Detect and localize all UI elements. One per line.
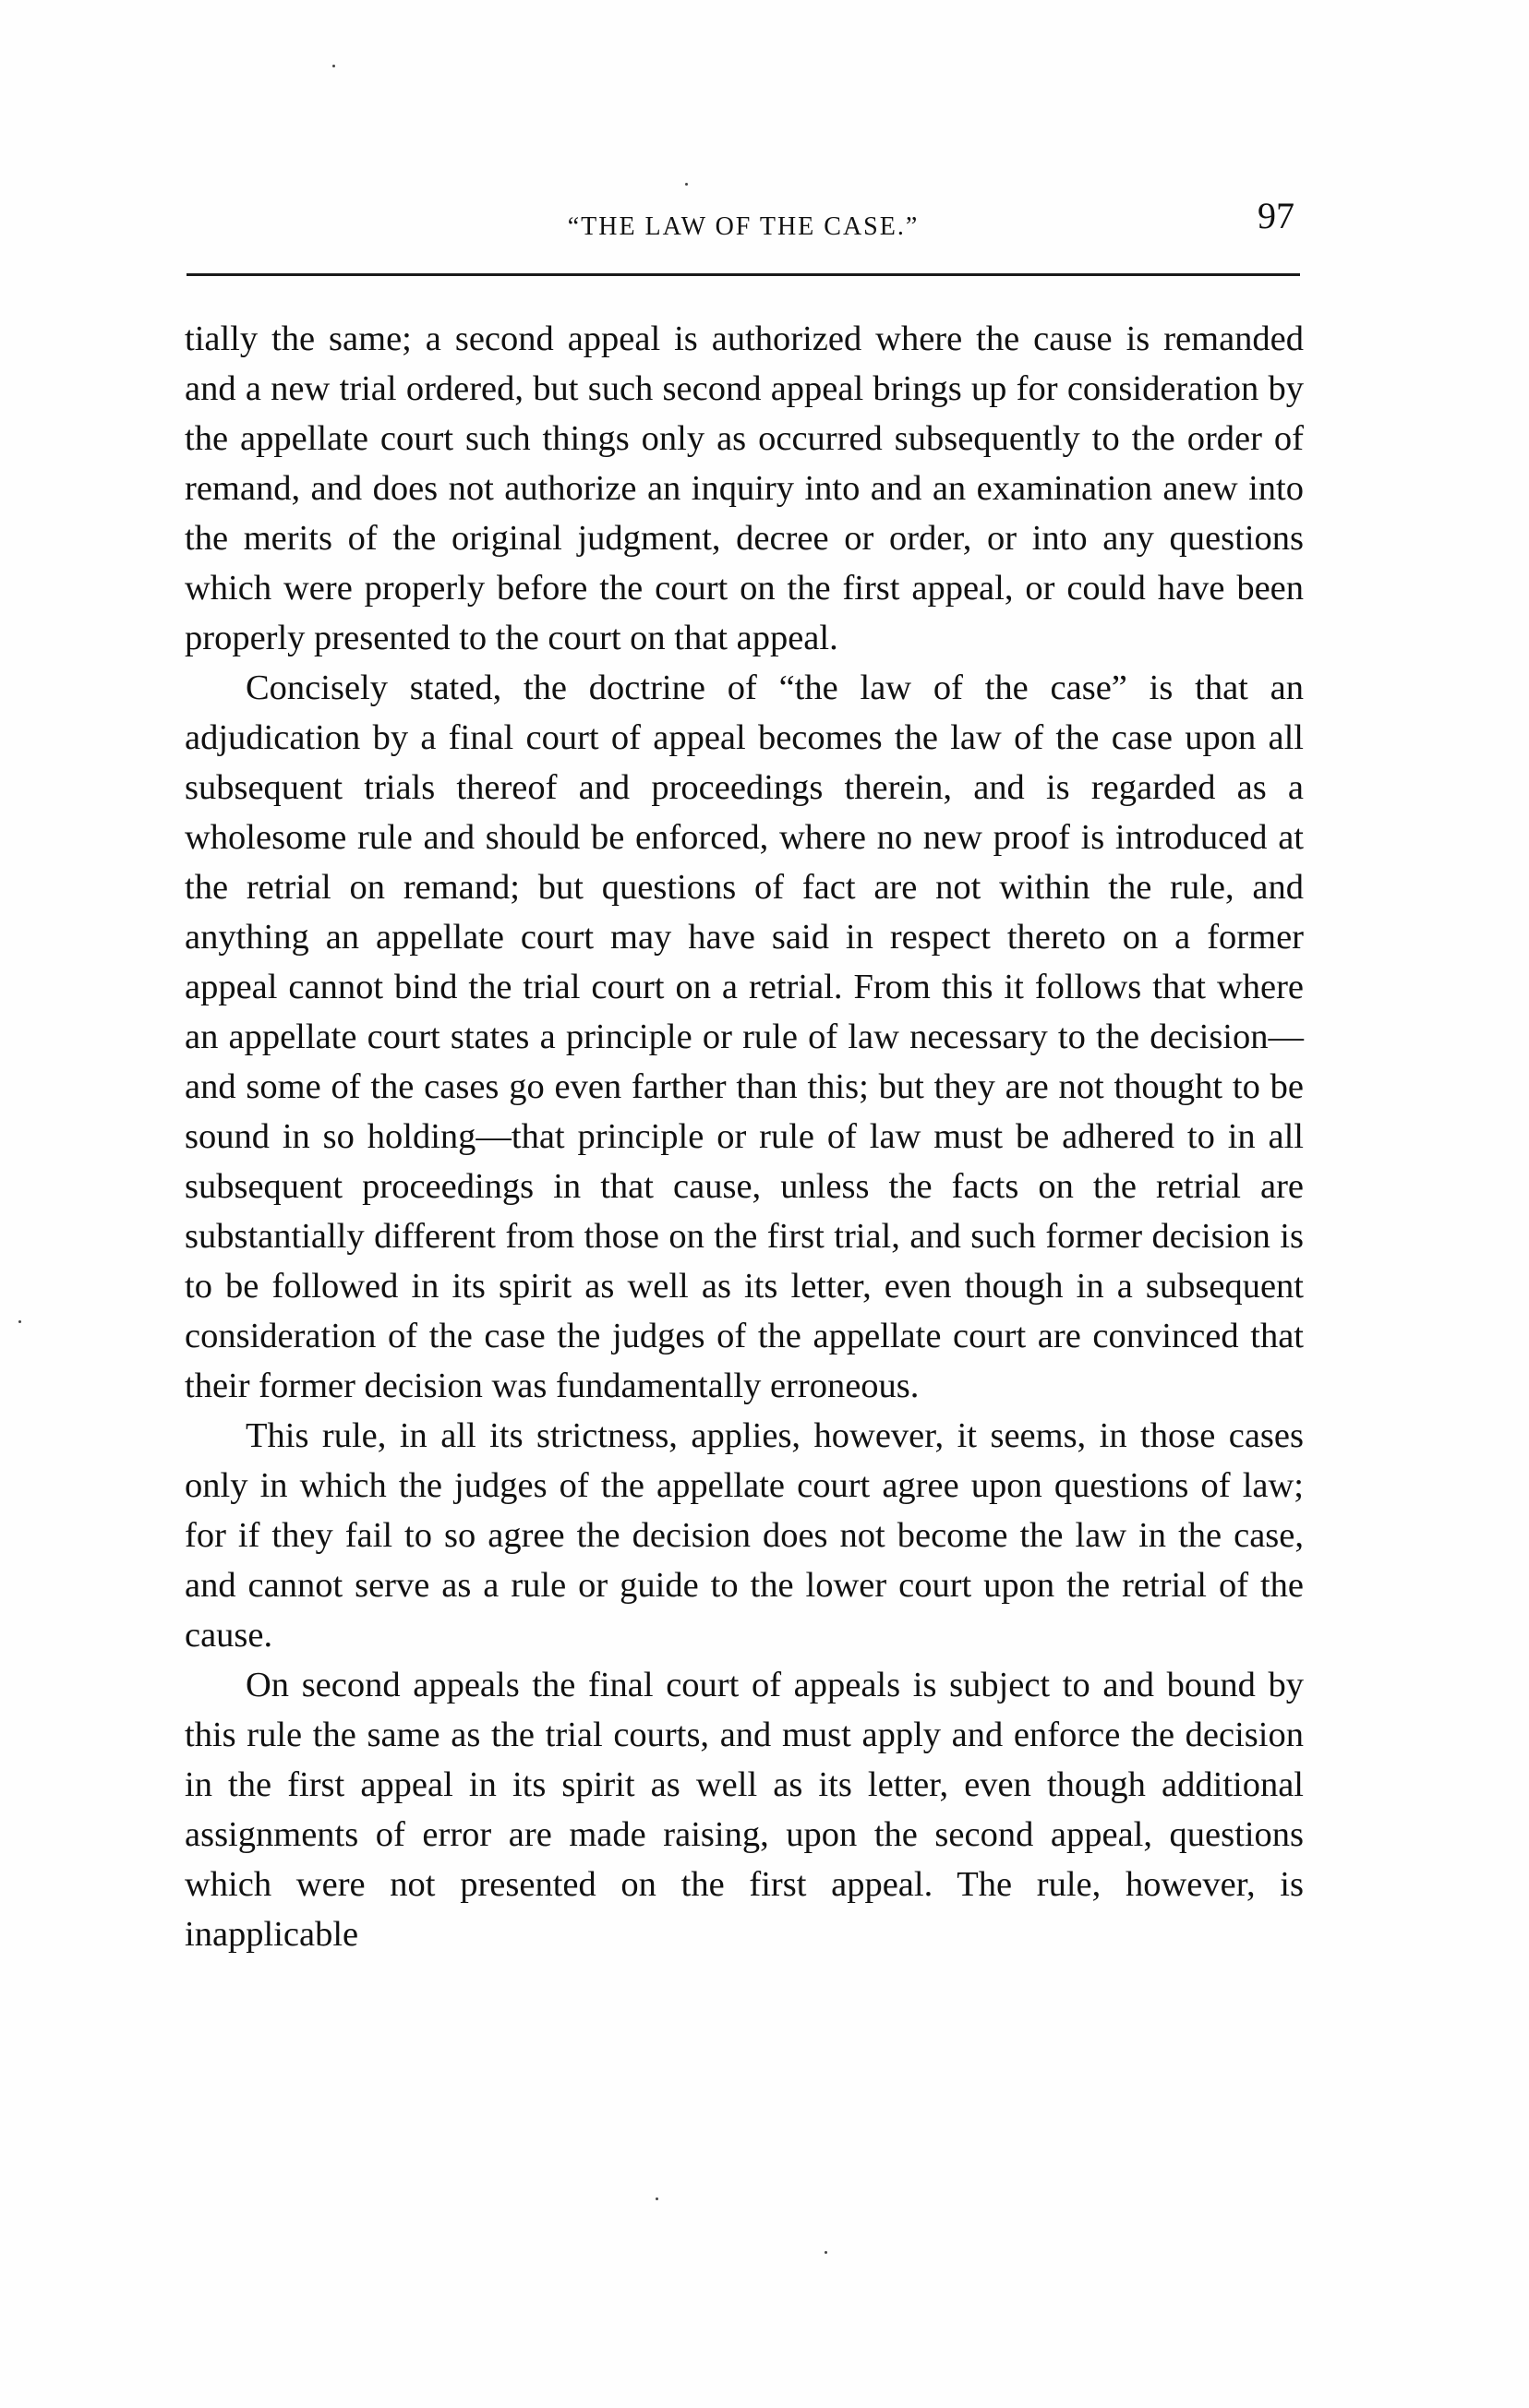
- paragraph: tially the same; a second appeal is authorized where the cause is remanded and a new trial ordered, but such second appeal brings up for consideration by the appellate court such things only as occurred subsequently to the order of remand, and does not authorize an inquiry into and an examination anew into the merits of the original judgment, decree or order, or into any questions which were properly before the court on the first appeal, or could have been properly presented to the court on that appeal.: [185, 319, 1304, 657]
- scan-speck: [825, 2251, 827, 2254]
- paragraph: Concisely stated, the doctrine of “the law of the case” is that an adjudication by a final court of appeal becomes the law of the case upon all subsequent trials thereof and proceedings therein, and is regarded as a wholesome rule and should be enforced, where no new proof is introduced at the retrial on remand; but questions of fact are not within the rule, and anything an appellate court may have said in respect thereto on a former appeal cannot bind the trial court on a retrial. From this it follows that where an appellate court states a principle or rule of law necessary to the decision—and some of the cases go even farther than this; but they are not thought to be sound in so holding—that principle or rule of law must be adhered to in all subsequent proceedings in that cause, unless the facts on the retrial are substantially different from those on the first trial, and such former decision is to be followed in its spirit as well as its letter, even though in a subsequent consideration of the case the judges of the appellate court are convinced that their former decision was fundamentally erroneous.: [185, 668, 1304, 1405]
- scan-speck: [685, 183, 688, 186]
- running-title: “THE LAW OF THE CASE.”: [567, 212, 920, 241]
- body-text: [185, 314, 1304, 1959]
- scan-speck: [656, 2197, 658, 2200]
- paragraph: On second appeals the final court of appeals is subject to and bound by this rule the same as the trial courts, and must apply and enforce the decision in the first appeal in its spirit as well as its letter, even though additional assignments of error are made raising, upon the second appeal, questions which were not presented on the first appeal. The rule, however, is inapplicable: [185, 1666, 1304, 1954]
- paragraph: This rule, in all its strictness, applies, however, it seems, in those cases only in which the judges of the appellate court agree upon questions of law; for if they fail to so agree the decision does not become the law in the case, and cannot serve as a rule or guide to the lower court upon the retrial of the cause.: [185, 1416, 1304, 1655]
- scan-speck: [18, 1320, 21, 1323]
- header-rule: [187, 273, 1300, 276]
- scan-speck: [332, 65, 335, 67]
- running-head: [185, 194, 1302, 249]
- page-number: 97: [1258, 195, 1294, 236]
